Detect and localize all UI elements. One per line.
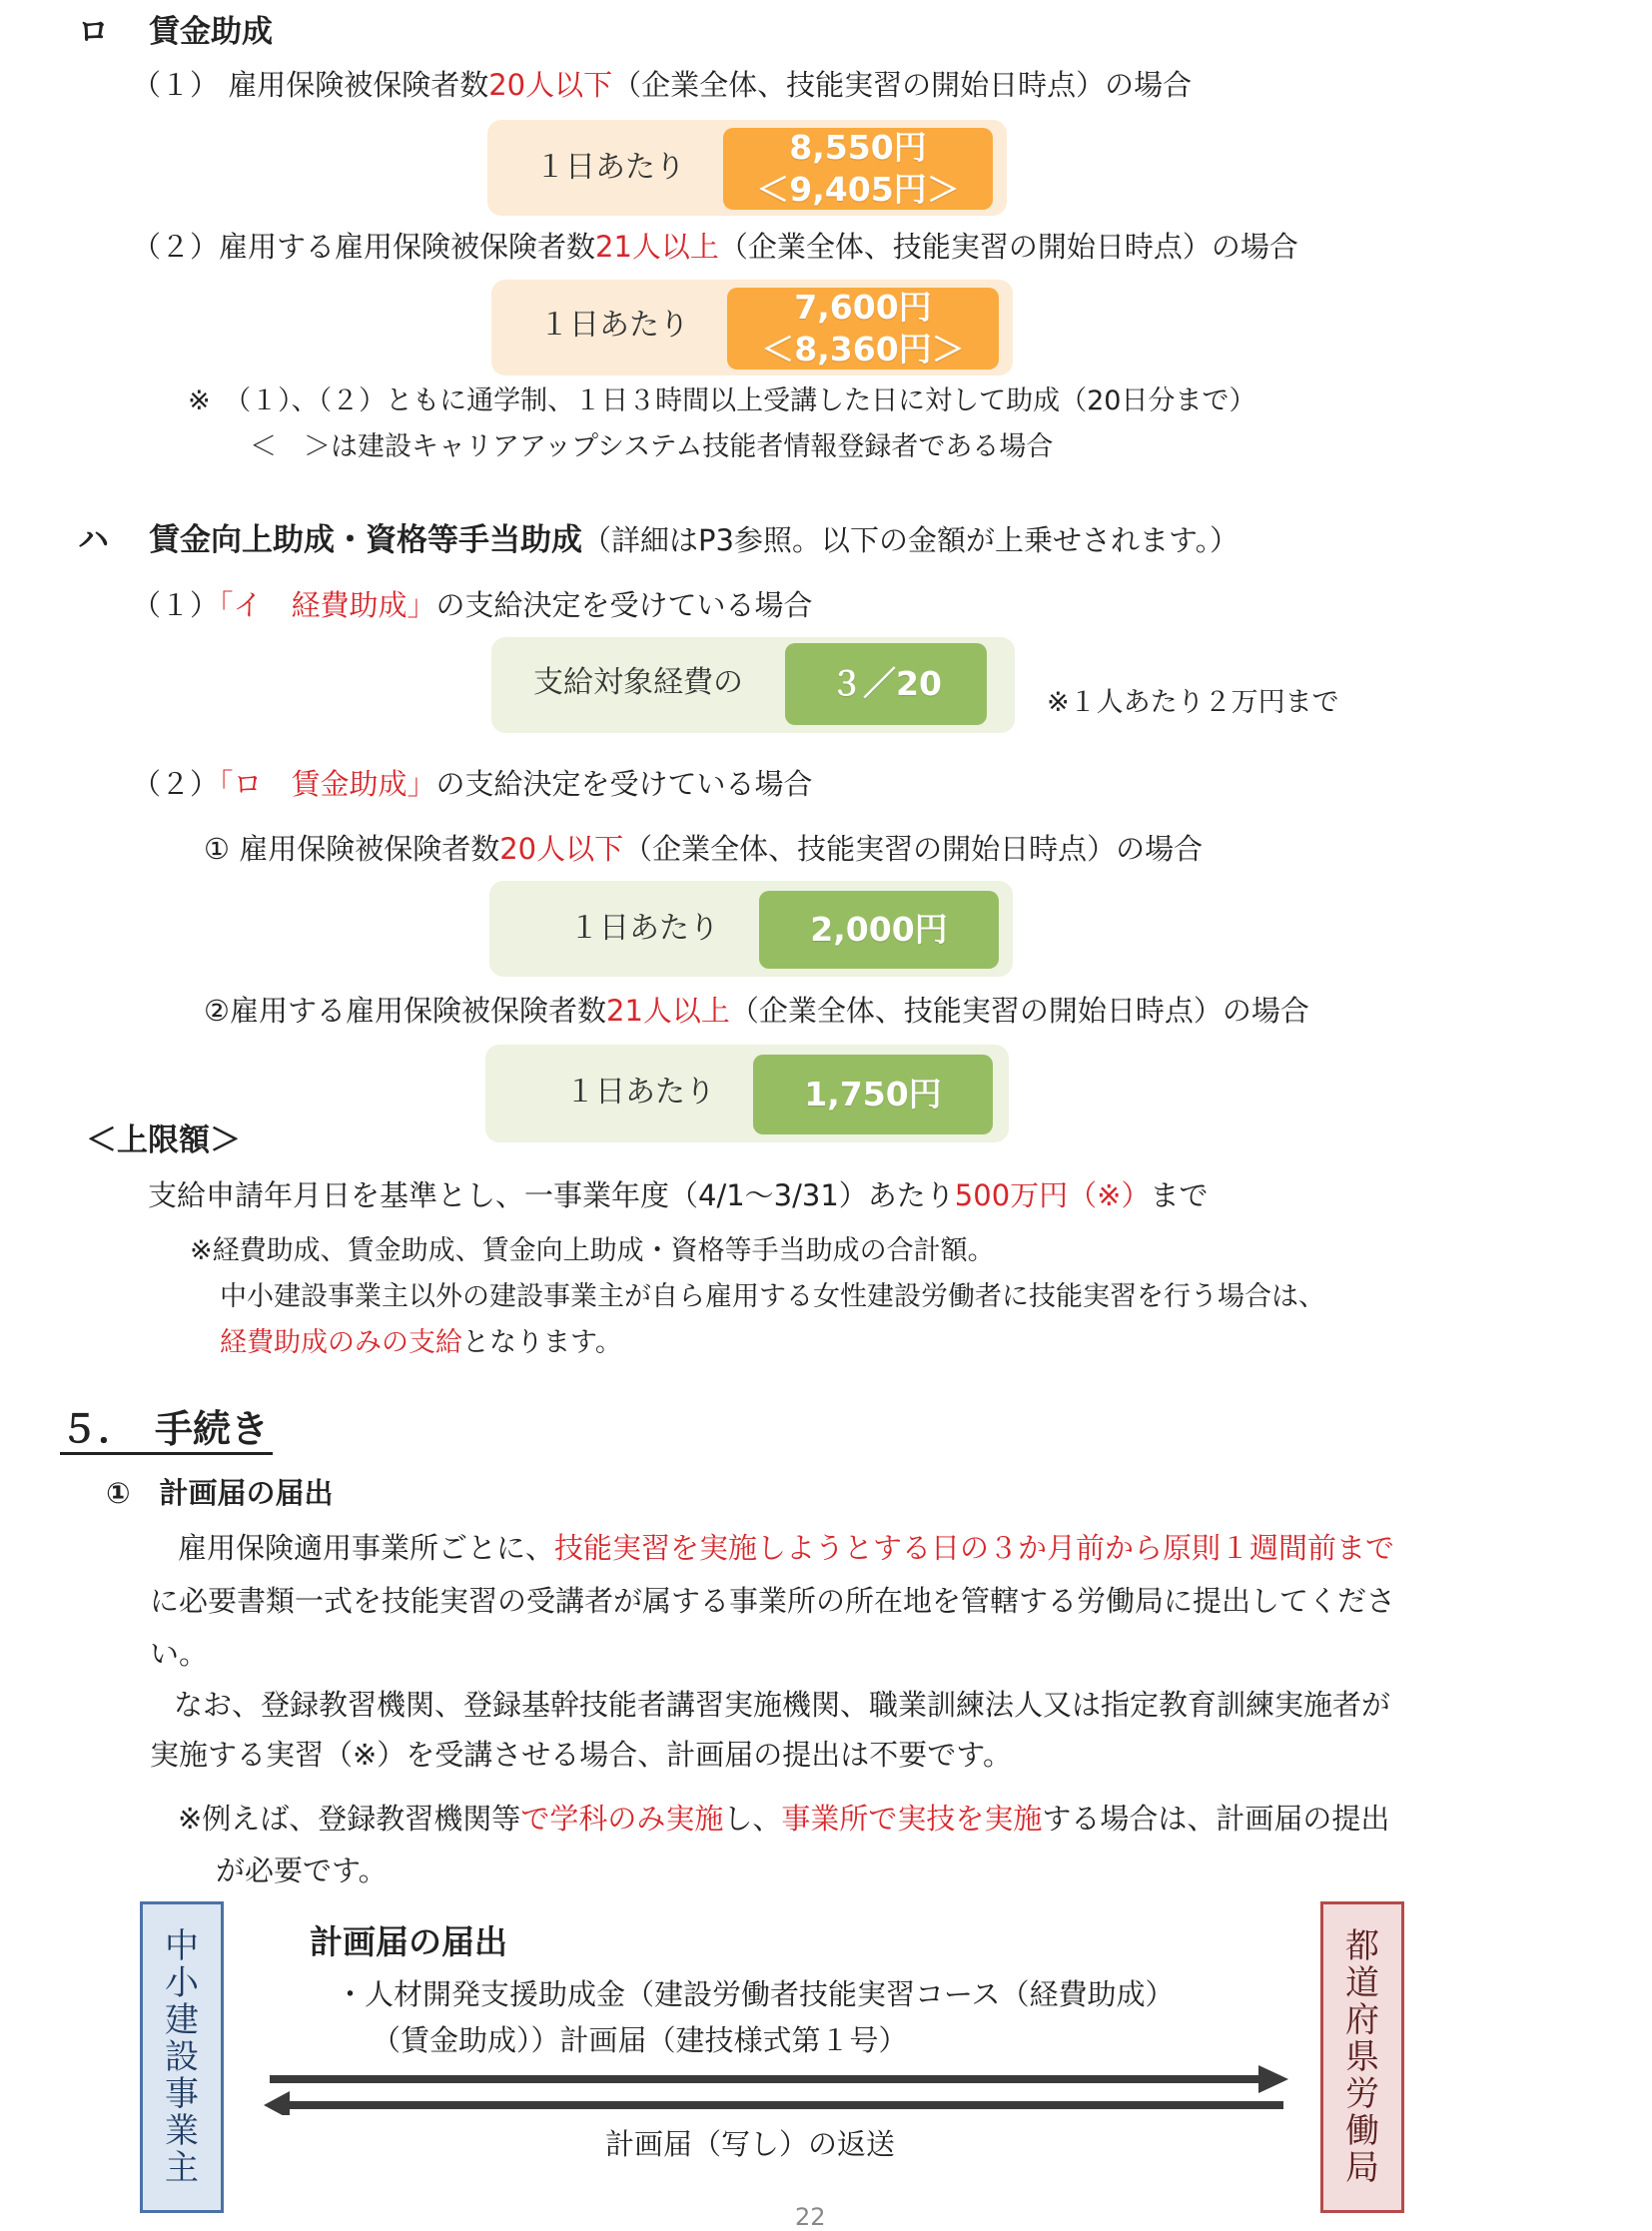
flow-left-char: 建 bbox=[165, 1999, 199, 2040]
step1-note-line2: が必要です。 bbox=[216, 1854, 388, 1887]
ha-item1-prefix: （１） bbox=[132, 588, 220, 622]
para1-line3: い。 bbox=[150, 1637, 209, 1671]
step1-note-line1 bbox=[178, 1800, 1389, 1838]
flow-left-char: 主 bbox=[165, 2147, 199, 2188]
limit-note3-highlight: 経費助成のみの支給 bbox=[220, 1327, 462, 1358]
flow-left-entity bbox=[140, 1901, 224, 2213]
step1-note-mid: し、 bbox=[723, 1802, 782, 1836]
ha-sub1-box-label: １日あたり bbox=[569, 911, 719, 946]
para1-line2: に必要書類一式を技能実習の受講者が属する事業所の所在地を管轄する労働局に提出してくださ bbox=[150, 1584, 1396, 1618]
section-ha-heading bbox=[78, 520, 1239, 560]
ro-item2 bbox=[132, 228, 1298, 266]
ha-item1-amount-box bbox=[785, 643, 987, 725]
flow-doc-line1: ・人材開発支援助成金（建設労働者技能実習コース（経費助成） bbox=[336, 1977, 1175, 2011]
section-ro-heading bbox=[78, 12, 273, 52]
ha-sub2-amount-box bbox=[753, 1055, 993, 1134]
ro-item2-suffix: （企業全体、技能実習の開始日時点）の場合 bbox=[718, 230, 1298, 264]
flow-left-char: 中 bbox=[165, 1925, 199, 1966]
ha-sub1-highlight: 20人以下 bbox=[499, 832, 624, 866]
step1-note-prefix: ※例えば、登録教習機関等 bbox=[178, 1802, 521, 1836]
ha-item2-prefix: （２） bbox=[132, 767, 220, 801]
section-ro-title: 賃金助成 bbox=[149, 14, 273, 50]
ha-sub2 bbox=[204, 992, 1309, 1030]
section-ha-title: 賃金向上助成・資格等手当助成 bbox=[149, 522, 582, 558]
ha-sub2-suffix: （企業全体、技能実習の開始日時点）の場合 bbox=[729, 994, 1309, 1028]
flow-right-char: 道 bbox=[1345, 1962, 1379, 2003]
ha-item2-suffix: の支給決定を受けている場合 bbox=[435, 767, 813, 801]
limit-note2: 中小建設事業主以外の建設事業主が自ら雇用する女性建設労働者に技能実習を行う場合は、 bbox=[220, 1281, 1325, 1312]
ha-sub1-prefix: ① 雇用保険被保険者数 bbox=[204, 832, 500, 866]
step1-note-highlight1: で学科のみ実施 bbox=[520, 1802, 724, 1836]
ha-sub1-amount: 2,000円 bbox=[810, 910, 948, 949]
ha-item1-highlight: 「イ 経費助成」 bbox=[219, 588, 436, 622]
ha-item2-highlight: 「ロ 賃金助成」 bbox=[219, 767, 436, 801]
flow-right-char: 局 bbox=[1345, 2147, 1379, 2188]
section5-title: ５． 手続き bbox=[60, 1406, 273, 1455]
ro-item1-suffix: （企業全体、技能実習の開始日時点）の場合 bbox=[612, 68, 1193, 102]
ro-note2: ＜ ＞は建設キャリアアップシステム技能者情報登録者である場合 bbox=[250, 431, 1054, 462]
ha-sub1-suffix: （企業全体、技能実習の開始日時点）の場合 bbox=[623, 832, 1204, 866]
flow-left-char: 設 bbox=[165, 2036, 199, 2077]
ro-item1-box-label: １日あたり bbox=[535, 150, 685, 185]
ha-item1 bbox=[132, 586, 813, 624]
para2-line1: なお、登録教習機関、登録基幹技能者講習実施機関、職業訓練法人又は指定教育訓練実施者が bbox=[174, 1688, 1391, 1722]
ro-item1-amount: 8,550円 bbox=[789, 128, 927, 167]
ha-sub2-highlight: 21人以上 bbox=[606, 994, 730, 1028]
ro-item2-amount-sub: ＜8,360円＞ bbox=[761, 330, 965, 369]
para2-line2: 実施する実習（※）を受講させる場合、計画届の提出は不要です。 bbox=[150, 1738, 1012, 1772]
ro-item1-highlight: 20人以下 bbox=[488, 68, 613, 102]
flow-right-char: 都 bbox=[1345, 1925, 1379, 1966]
limit-note3-suffix: となります。 bbox=[462, 1327, 622, 1358]
flow-right-char: 労 bbox=[1345, 2073, 1379, 2114]
para1-prefix: 雇用保険適用事業所ごとに、 bbox=[178, 1531, 555, 1565]
ro-item1-amount-box bbox=[723, 128, 993, 210]
para1-line1 bbox=[178, 1529, 1394, 1567]
flow-right-char: 府 bbox=[1345, 1999, 1379, 2040]
flow-return-label: 計画届（写し）の返送 bbox=[605, 2127, 896, 2161]
section-ha-marker: ハ bbox=[78, 522, 109, 558]
page-number: 22 bbox=[795, 2203, 826, 2231]
ha-sub1 bbox=[204, 830, 1203, 868]
step1-note-suffix: する場合は、計画届の提出 bbox=[1042, 1802, 1390, 1836]
step1-title: ① 計画届の届出 bbox=[106, 1476, 334, 1510]
ha-item1-box-label: 支給対象経費の bbox=[533, 665, 743, 700]
ro-item2-box-label: １日あたり bbox=[539, 308, 689, 343]
flow-left-char: 小 bbox=[165, 1962, 199, 2003]
ro-note1: ※ （１）、（２）ともに通学制、１日３時間以上受講した日に対して助成（20日分まで） bbox=[188, 385, 1256, 416]
return-arrow bbox=[264, 2091, 1283, 2115]
para1-highlight: 技能実習を実施しようとする日の３か月前から原則１週間前まで bbox=[554, 1531, 1395, 1565]
ha-sub2-prefix: ②雇用する雇用保険被保険者数 bbox=[204, 994, 606, 1028]
section-ha-title-note: （詳細はP3参照。以下の金額が上乗せされます。） bbox=[582, 523, 1239, 557]
flow-title: 計画届の届出 bbox=[310, 1922, 507, 1961]
flow-left-char: 事 bbox=[165, 2073, 199, 2114]
ro-item2-amount: 7,600円 bbox=[794, 288, 932, 327]
ro-item1 bbox=[132, 66, 1192, 104]
flow-right-char: 働 bbox=[1345, 2110, 1379, 2151]
step1-note-highlight2: 事業所で実技を実施 bbox=[781, 1802, 1043, 1836]
ro-item2-highlight: 21人以上 bbox=[595, 230, 719, 264]
ha-sub1-amount-box bbox=[759, 891, 999, 969]
ha-item2 bbox=[132, 765, 813, 803]
ha-sub2-amount: 1,750円 bbox=[804, 1075, 942, 1114]
flow-doc-line2: （賃金助成））計画届（建技様式第１号） bbox=[372, 2023, 908, 2057]
limit-line-prefix: 支給申請年月日を基準とし、一事業年度（4/1～3/31）あたり bbox=[148, 1178, 955, 1212]
flow-left-char: 業 bbox=[165, 2110, 199, 2151]
section-ro-marker: ロ bbox=[78, 14, 109, 50]
limit-title: ＜上限額＞ bbox=[86, 1122, 241, 1158]
flow-arrows bbox=[260, 2065, 1298, 2115]
ro-item2-prefix: （２）雇用する雇用保険被保険者数 bbox=[132, 230, 596, 264]
ro-item1-prefix: （１） 雇用保険被保険者数 bbox=[132, 68, 489, 102]
flow-right-char: 県 bbox=[1345, 2036, 1379, 2077]
ro-item1-amount-sub: ＜9,405円＞ bbox=[756, 170, 960, 209]
submit-arrow bbox=[270, 2065, 1288, 2093]
limit-note3 bbox=[220, 1325, 622, 1361]
limit-line-suffix: まで bbox=[1150, 1178, 1209, 1212]
ha-sub2-box-label: １日あたり bbox=[565, 1075, 715, 1110]
ha-item1-amount: ３／20 bbox=[830, 664, 942, 703]
limit-note1: ※経費助成、賃金助成、賃金向上助成・資格等手当助成の合計額。 bbox=[190, 1235, 995, 1266]
flow-right-entity bbox=[1320, 1901, 1404, 2213]
limit-line bbox=[148, 1176, 1208, 1214]
ha-item1-suffix: の支給決定を受けている場合 bbox=[435, 588, 813, 622]
limit-line-highlight: 500万円（※） bbox=[954, 1178, 1151, 1212]
ro-item2-amount-box bbox=[727, 288, 999, 370]
ha-item1-note: ※１人あたり２万円まで bbox=[1047, 687, 1339, 718]
